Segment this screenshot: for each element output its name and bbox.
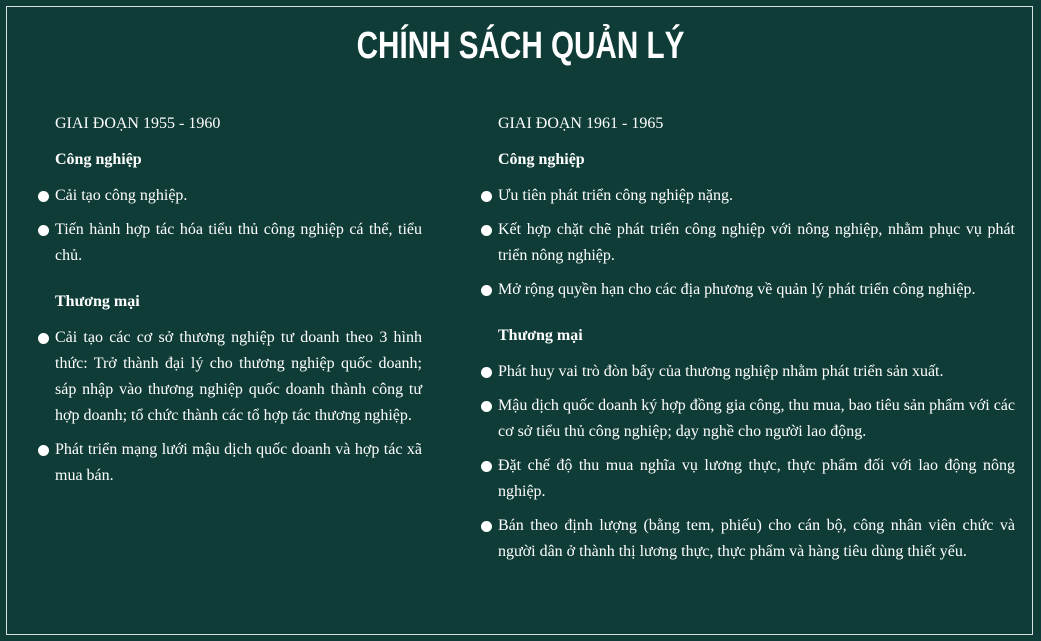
page-title: CHÍNH SÁCH QUẢN LÝ: [356, 25, 685, 67]
section-heading-industry: Công nghiệp: [55, 151, 142, 168]
list-item: Mậu dịch quốc doanh ký hợp đồng gia công, thu mua, bao tiêu sản phẩm với các cơ sở tiểu thủ công nghiệp; dạy nghề cho người lao động.: [481, 393, 1015, 445]
bullet-icon: [38, 191, 49, 202]
bullet-icon: [481, 367, 492, 378]
period-heading: GIAI ĐOẠN 1955 - 1960: [55, 115, 221, 132]
list-item: Mở rộng quyền hạn cho các địa phương về quản lý phát triển công nghiệp.: [481, 277, 1015, 303]
trade-list: [481, 359, 1015, 565]
section-heading-trade: Thương mại: [498, 327, 583, 344]
bullet-icon: [481, 401, 492, 412]
industry-list: [38, 183, 422, 269]
list-item: Kết hợp chặt chẽ phát triển công nghiệp với nông nghiệp, nhằm phục vụ phát triển nông nghiệp.: [481, 217, 1015, 269]
list-item: Đặt chế độ thu mua nghĩa vụ lương thực, thực phẩm đối với lao động nông nghiệp.: [481, 453, 1015, 505]
period-heading: GIAI ĐOẠN 1961 - 1965: [498, 115, 664, 132]
bullet-icon: [38, 225, 49, 236]
list-item: Cải tạo công nghiệp.: [38, 183, 422, 209]
bullet-icon: [481, 285, 492, 296]
bullet-icon: [38, 445, 49, 456]
trade-list: [38, 325, 422, 489]
section-heading-industry: Công nghiệp: [498, 151, 585, 168]
list-item: Phát huy vai trò đòn bẩy của thương nghiệp nhằm phát triển sản xuất.: [481, 359, 1015, 385]
list-item: Phát triển mạng lưới mậu dịch quốc doanh và hợp tác xã mua bán.: [38, 437, 422, 489]
list-item: Ưu tiên phát triển công nghiệp nặng.: [481, 183, 1015, 209]
list-item: Bán theo định lượng (bằng tem, phiếu) cho cán bộ, công nhân viên chức và người dân ở thành thị lương thực, thực phẩm và hàng tiêu dùng thiết yếu.: [481, 513, 1015, 565]
section-heading-trade: Thương mại: [55, 293, 140, 310]
bullet-icon: [481, 191, 492, 202]
bullet-icon: [481, 225, 492, 236]
column-1961-1965: [481, 113, 1015, 573]
bullet-icon: [481, 461, 492, 472]
list-item: Tiến hành hợp tác hóa tiểu thủ công nghiệp cá thể, tiểu chủ.: [38, 217, 422, 269]
bullet-icon: [481, 521, 492, 532]
list-item: Cải tạo các cơ sở thương nghiệp tư doanh theo 3 hình thức: Trở thành đại lý cho thương nghiệp quốc doanh; sáp nhập vào thương nghiệp quốc doanh thành công tư hợp doanh; tổ chức thành các tổ hợp tác thương nghiệp.: [38, 325, 422, 429]
column-1955-1960: [38, 113, 422, 497]
industry-list: [481, 183, 1015, 303]
bullet-icon: [38, 333, 49, 344]
